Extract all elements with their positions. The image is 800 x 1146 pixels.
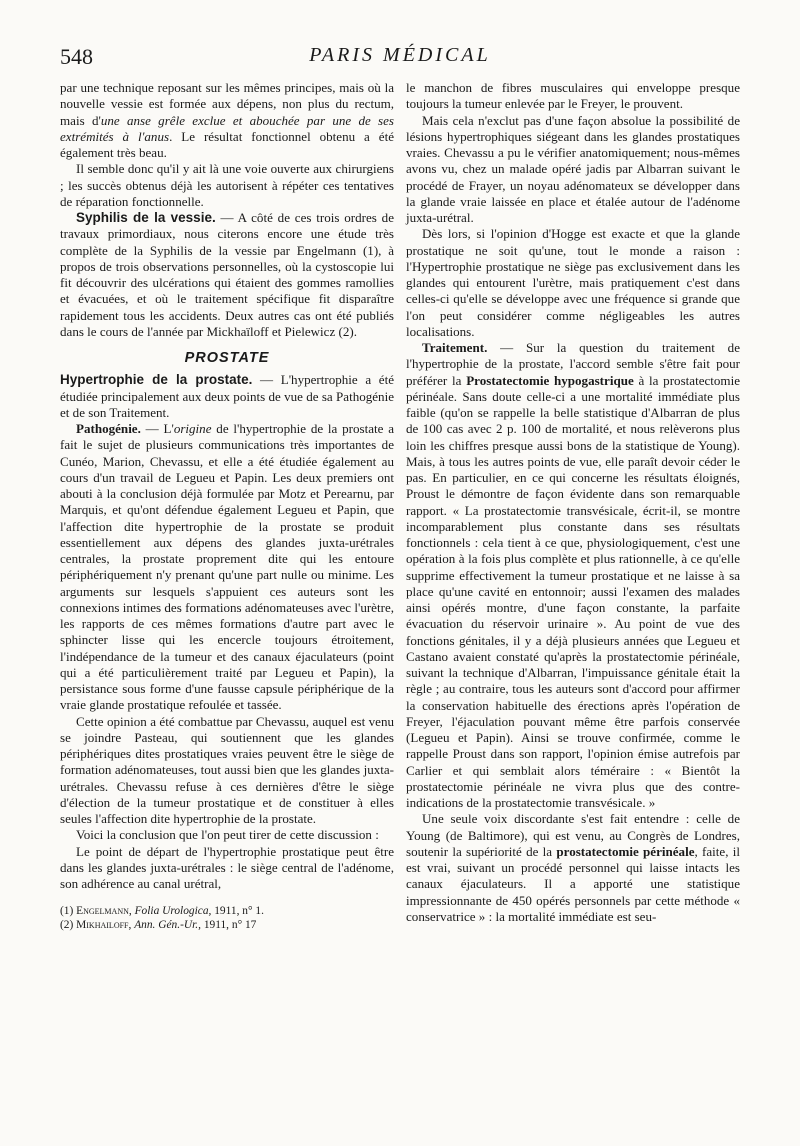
paragraph: Dès lors, si l'opinion d'Hogge est exacte et que la glande prostatique ne soit qu'une, tout le monde a raison : l'Hypertrophie prostatique ne siège pas exclusivement dans les glandes qui entourent l'urètre, mais pratiquement c'est dans celles-ci qu'elle se développe avec une fréquence si grande que l'on peut considérer comme négligeables les autres localisations. <box>406 226 740 339</box>
paragraph: le manchon de fibres musculaires qui enveloppe presque toujours la tumeur enlevée par le Freyer, le prouvent. <box>406 80 740 112</box>
paragraph: Cette opinion a été combattue par Chevassu, auquel est venu se joindre Pasteau, qui soutiennent que les glandes périphériques dites prostatiques vraies peuvent être le siège de formation adénomateuses, tout aussi bien que les glandes juxta-urétrales. Chevassu refuse à ces dernières d'être le siège d'élection de la tumeur prostatique et de constituer à elles seules l'affection dite hypertrophie de la prostate. <box>60 713 394 826</box>
left-column <box>60 80 394 932</box>
footnote-2: (2) Mikhailoff, Ann. Gén.-Ur., 1911, n° 17 <box>60 919 257 932</box>
heading-traitement: Traitement. <box>422 340 488 355</box>
paragraph-traitement: Traitement. — Sur la question du traitement de l'hypertrophie de la prostate, l'accord semble s'être fait pour préférer la Prostatectomie hypogastrique à la prostatectomie périnéale. Sans doute celle-ci a une mortalité immédiate plus faible (qu'on se rappelle la belle statistique d'Albarran de plus de 100 cas avec 2 p. 100 de mortalité, et nous relèverons plus loin les chiffres presque aussi bons de la statistique de Young). Mais, à tous les autres points de vue, elle paraît devoir céder le pas. En particulier, en ce qui concerne les résultats éloignés, Proust le démontre de façon évidente dans son remarquable rapport. « La prostatectomie transvésicale, écrit-il, se montre incomparablement plus constante dans ses résultats fonctionnels : cela tient à ce que, physiologiquement, c'est une opération à la fois plus complète et plus rationnelle, à ce qu'elle supprime effectivement la tumeur prostatique et ne laisse à sa place qu'une cavité en entonnoir; aussi l'examen des malades ainsi opérés montre, d'une façon constante, la parfaite évacuation du réservoir urinaire ». Au point de vue des fonctions génitales, il y a déjà plusieurs années que Legueu et Castano avaient constaté qu'après la prostatectomie périnéale, suivant la technique d'Albarran, l'impuissance génitale était la règle ; au contraire, tous les auteurs sont d'accord pour affirmer la conservation habituelle des érections après l'opération de Freyer, l'éjaculation pouvant même être parfois conservée (Legueu et Papin). Ainsi se trouve confirmée, comme le rappelle Proust dans son rapport, l'opinion émise autrefois par Carlier et qui semblait alors téméraire : « Bientôt la prostatectomie périnéale ne vivra plus que des contre-indications de la prostatectomie transvésicale. » <box>406 340 740 810</box>
paragraph: Voici la conclusion que l'on peut tirer de cette discussion : <box>76 827 379 843</box>
page-number: 548 <box>60 44 93 69</box>
paragraph: Le point de départ de l'hypertrophie prostatique peut être dans les glandes juxta-urétrales : le siège central de l'adénome, son adhérence au canal urétral, <box>60 843 394 891</box>
heading-syphilis: Syphilis de la vessie. <box>76 210 216 225</box>
right-column <box>406 80 740 925</box>
paragraph-pathogenie: Pathogénie. — L'origine de l'hypertrophie de la prostate a fait le sujet de plusieurs communications très importantes de Cunéo, Marion, Chevassu, et elle a été étudiée également au cours d'un travail de Legueu et Papin. Les deux premiers ont abouti à la conclusion déjà formulée par Motz et Perearnu, par Marquis, et qu'ont défendue également Legueu et Papin, que l'affection dite hypertrophie de la prostate se produit essentiellement aux dépens des glandes juxta-urétrales centrales, la prostate proprement dite qui les entoure périphériquement n'y prenant qu'une part nulle ou minime. Les arguments sur lesquels s'appuient ces auteurs sont les connexions intimes des formations adénomateuses avec l'urètre, les rapports de ces mêmes formations d'autre part avec le sphincter lisse qui les encercle toujours étroitement, l'indépendance de la tumeur et des canaux éjaculateurs (point qui a été particulièrement traité par Legueu et Papin), la persistance sous forme d'une fausse capsule périphérique de la vraie glande prostatique refoulée et tassée. <box>60 421 394 713</box>
heading-pathogenie: Pathogénie. <box>76 421 141 436</box>
section-title: PROSTATE <box>184 350 270 366</box>
paragraph-syphilis: Syphilis de la vessie. — A côté de ces trois ordres de travaux primordiaux, nous citerons encore une étude très complète de la Syphilis de la vessie par Engelmann (1), à propos de trois observations personnelles, où la cystoscopie lui fit découvrir des ulcérations qui étaient des gommes ramollies et évacuées, et où le traitement spécifique fit disparaître rapidement tous les accidents. Deux autres cas ont été publiés dans le cours de l'année par Mickhaïloff et Pielewicz (2). <box>60 210 394 339</box>
paragraph: Il semble donc qu'il y ait là une voie ouverte aux chirurgiens ; les succès obtenus déjà les autorisent à répéter ces tentatives de réparation fonctionnelle. <box>60 161 394 209</box>
paragraph-hypertrophie: Hypertrophie de la prostate. — L'hypertrophie a été étudiée principalement aux deux points de vue de sa Pathogénie et de son Traitement. <box>60 372 394 420</box>
page-header <box>60 44 740 72</box>
paragraph: Mais cela n'exclut pas d'une façon absolue la possibilité de lésions hypertrophiques siégeant dans les glandes prostatiques vraies. Chevassu a pu le vérifier anatomiquement; nous-mêmes avons vu, chez un malade opéré jadis par Albarran suivant le procédé de Frayer, un noyau adénomateux se développer dans la glande vraie laissée en place et étalée autour de l'adénome juxta-urétral. <box>406 112 740 225</box>
footnote-1: (1) Engelmann, Folia Urologica, 1911, n° 1. <box>60 905 264 918</box>
paragraph: par une technique reposant sur les mêmes principes, mais où la nouvelle vessie est formée aux dépens, non plus du rectum, mais d'une anse grêle exclue et abouchée par une de ses extrémités à l'anus. Le résultat fonctionnel obtenu a été également très beau. <box>60 80 395 160</box>
running-title: PARIS MÉDICAL <box>309 44 491 66</box>
footnotes <box>60 904 394 932</box>
heading-hypertrophie: Hypertrophie de la prostate. <box>60 372 253 388</box>
paragraph: Une seule voix discordante s'est fait entendre : celle de Young (de Baltimore), qui est venu, au Congrès de Londres, soutenir la supériorité de la prostatectomie périnéale, faite, il est vrai, suivant un procédé personnel qui laisse intacts les canaux éjaculateurs. Il a apporté une statistique impressionnante de 450 opérés personnels par cette méthode « conservatrice » : la mortalité immédiate est seu- <box>406 811 740 924</box>
